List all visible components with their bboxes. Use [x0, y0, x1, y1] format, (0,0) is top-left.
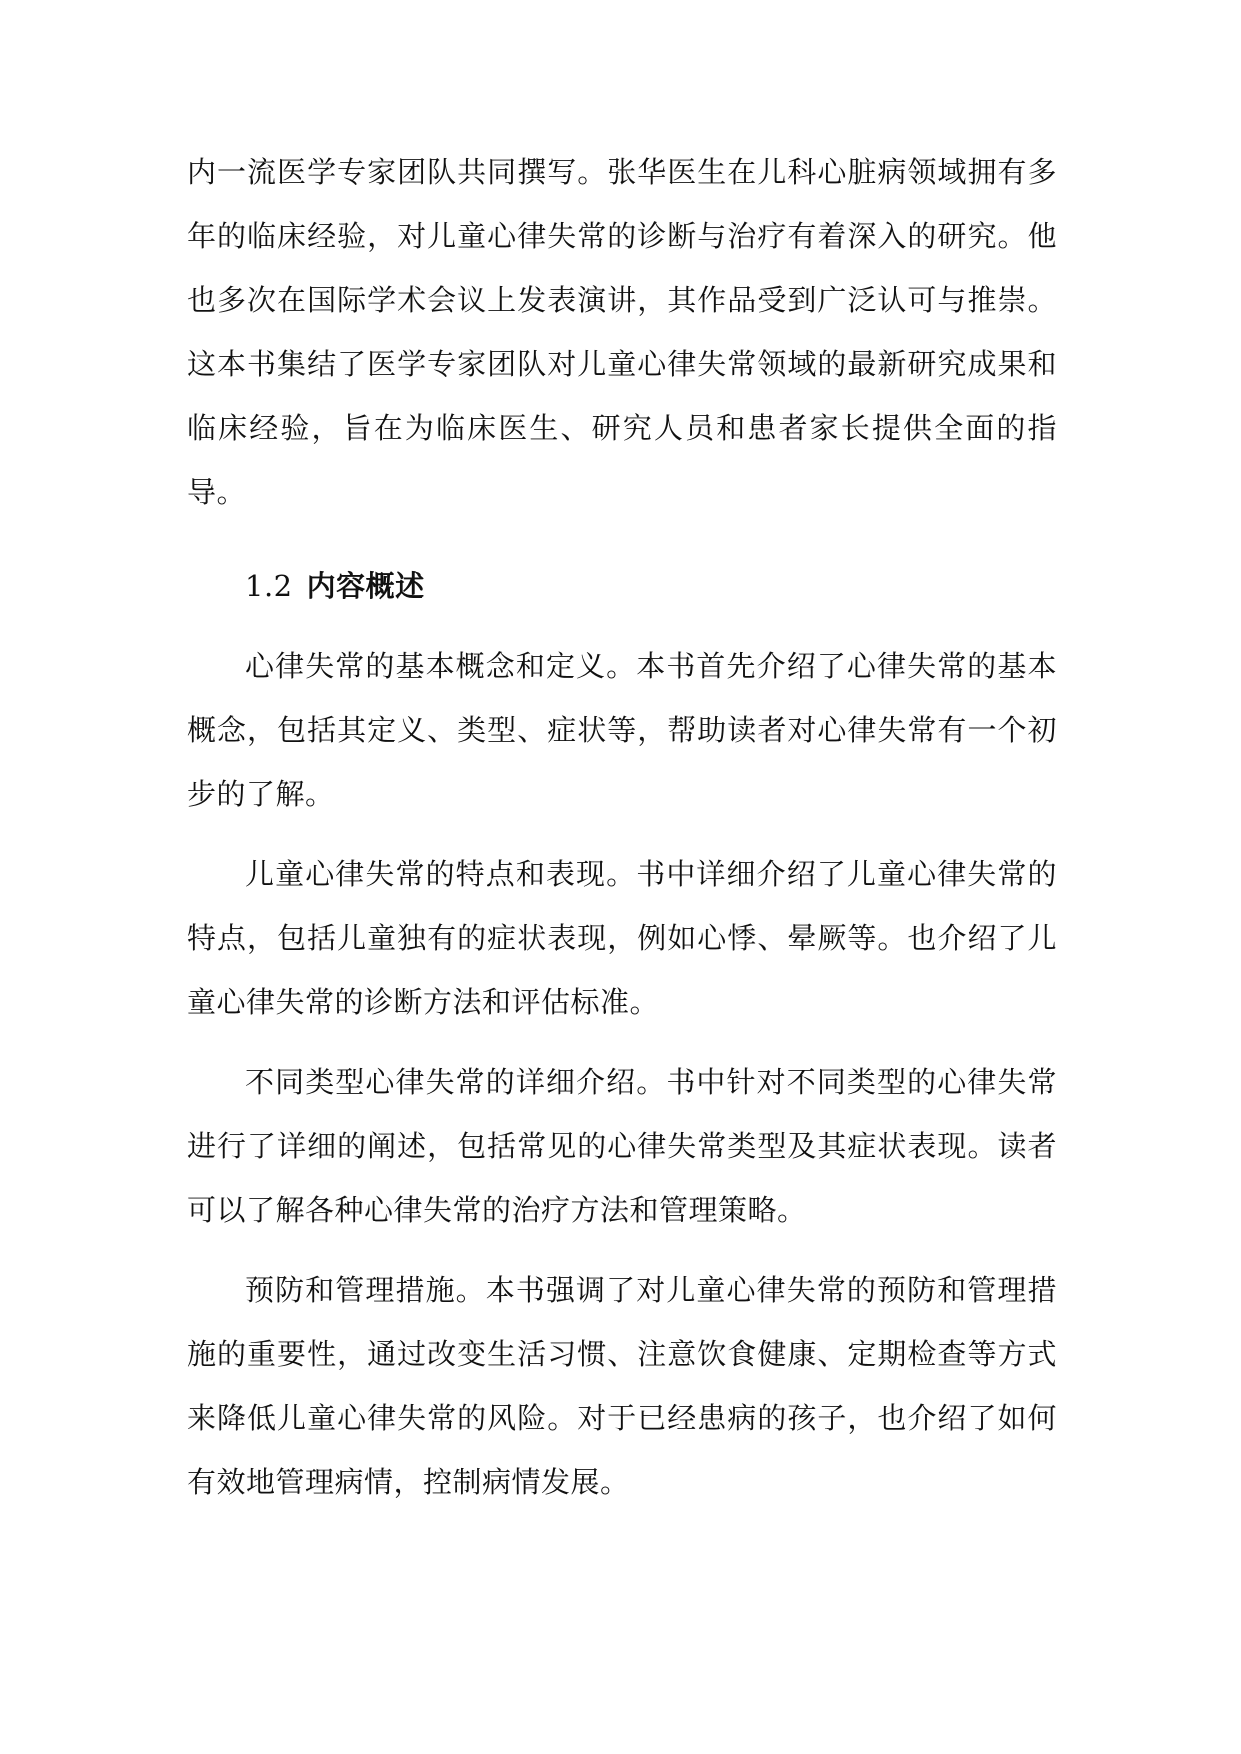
- paragraph-basic-concepts: 心律失常的基本概念和定义。本书首先介绍了心律失常的基本概念，包括其定义、类型、症状等，帮助读者对心律失常有一个初步的了解。: [187, 649, 1057, 811]
- section-number: 1.2: [245, 569, 293, 603]
- section-title: 内容概述: [306, 569, 425, 603]
- document-page: [187, 140, 1057, 1530]
- intro-paragraph: 内一流医学专家团队共同撰写。张华医生在儿科心脏病领域拥有多年的临床经验，对儿童心律失常的诊断与治疗有着深入的研究。他也多次在国际学术会议上发表演讲，其作品受到广泛认可与推崇。这本书集结了医学专家团队对儿童心律失常领域的最新研究成果和临床经验，旨在为临床医生、研究人员和患者家长提供全面的指导。: [187, 155, 1057, 509]
- paragraph-arrhythmia-types: 不同类型心律失常的详细介绍。书中针对不同类型的心律失常进行了详细的阐述，包括常见的心律失常类型及其症状表现。读者可以了解各种心律失常的治疗方法和管理策略。: [187, 1065, 1057, 1227]
- paragraph-child-characteristics: 儿童心律失常的特点和表现。书中详细介绍了儿童心律失常的特点，包括儿童独有的症状表现，例如心悸、晕厥等。也介绍了儿童心律失常的诊断方法和评估标准。: [187, 857, 1057, 1019]
- paragraph-prevention-management: 预防和管理措施。本书强调了对儿童心律失常的预防和管理措施的重要性，通过改变生活习惯、注意饮食健康、定期检查等方式来降低儿童心律失常的风险。对于已经患病的孩子，也介绍了如何有效地管理病情，控制病情发展。: [187, 1273, 1057, 1499]
- section-heading: [187, 554, 1057, 618]
